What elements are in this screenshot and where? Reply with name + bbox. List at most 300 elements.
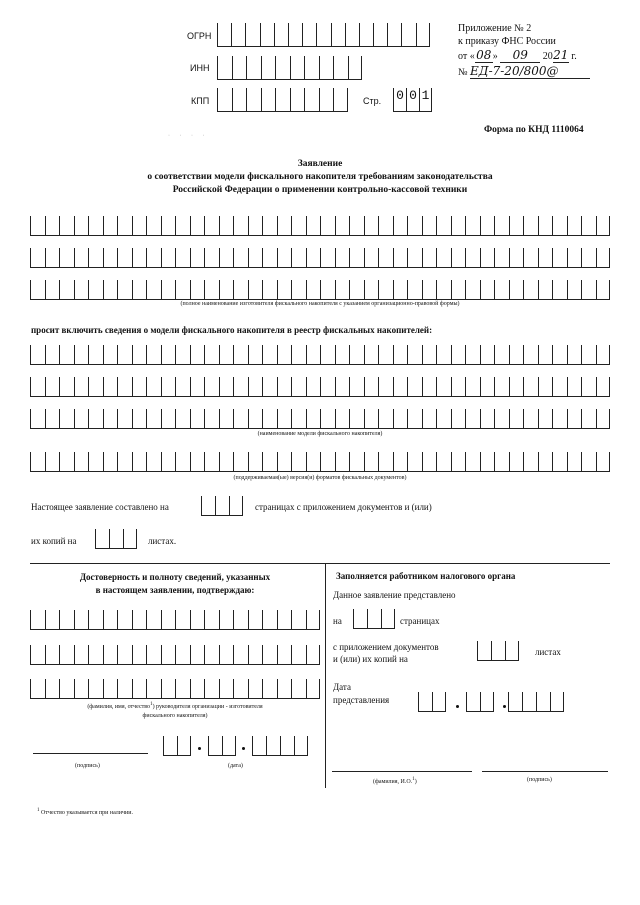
input-cell[interactable] bbox=[59, 248, 74, 267]
input-cell[interactable] bbox=[117, 645, 132, 664]
input-cell[interactable] bbox=[59, 377, 74, 396]
input-cell[interactable] bbox=[567, 409, 582, 428]
input-cell[interactable] bbox=[132, 248, 147, 267]
input-cell[interactable] bbox=[30, 280, 45, 299]
input-cell[interactable] bbox=[45, 610, 60, 629]
input-cell[interactable] bbox=[436, 409, 451, 428]
input-cell[interactable] bbox=[538, 280, 553, 299]
input-cell[interactable] bbox=[552, 377, 567, 396]
input-cell[interactable] bbox=[523, 216, 538, 235]
input-cell[interactable] bbox=[509, 280, 524, 299]
signer-name-row1[interactable] bbox=[30, 610, 320, 630]
input-cell[interactable] bbox=[274, 23, 288, 46]
input-cell[interactable] bbox=[378, 216, 393, 235]
input-cell[interactable] bbox=[581, 216, 596, 235]
input-cell[interactable] bbox=[291, 377, 306, 396]
input-cell[interactable] bbox=[306, 377, 321, 396]
inn-input[interactable] bbox=[217, 56, 362, 80]
input-cell[interactable] bbox=[335, 409, 350, 428]
input-cell[interactable] bbox=[175, 679, 190, 698]
input-cell[interactable] bbox=[103, 377, 118, 396]
input-cell[interactable] bbox=[30, 377, 45, 396]
input-cell[interactable] bbox=[88, 409, 103, 428]
input-cell[interactable] bbox=[248, 248, 263, 267]
input-cell[interactable] bbox=[59, 409, 74, 428]
model-name-row2[interactable] bbox=[30, 377, 610, 397]
input-cell[interactable] bbox=[596, 216, 611, 235]
input-cell[interactable] bbox=[523, 377, 538, 396]
input-cell[interactable] bbox=[204, 345, 219, 364]
input-cell[interactable] bbox=[378, 452, 393, 471]
input-cell[interactable] bbox=[132, 280, 147, 299]
input-cell[interactable] bbox=[233, 248, 248, 267]
input-cell[interactable] bbox=[480, 280, 495, 299]
input-cell[interactable] bbox=[103, 610, 118, 629]
input-cell[interactable] bbox=[306, 248, 321, 267]
input-cell[interactable] bbox=[333, 88, 348, 111]
input-cell[interactable] bbox=[248, 345, 263, 364]
input-cell[interactable] bbox=[538, 248, 553, 267]
input-cell[interactable] bbox=[233, 610, 248, 629]
input-cell[interactable] bbox=[523, 409, 538, 428]
input-cell[interactable] bbox=[465, 452, 480, 471]
input-cell[interactable] bbox=[335, 280, 350, 299]
input-cell[interactable] bbox=[480, 216, 495, 235]
input-cell[interactable] bbox=[245, 23, 259, 46]
input-cell[interactable] bbox=[304, 88, 319, 111]
input-cell[interactable] bbox=[277, 377, 292, 396]
input-cell[interactable] bbox=[335, 345, 350, 364]
input-cell[interactable] bbox=[277, 452, 292, 471]
input-cell[interactable] bbox=[132, 610, 147, 629]
input-cell[interactable] bbox=[291, 280, 306, 299]
input-cell[interactable] bbox=[581, 248, 596, 267]
input-cell[interactable] bbox=[509, 345, 524, 364]
input-cell[interactable] bbox=[349, 377, 364, 396]
input-cell[interactable] bbox=[291, 248, 306, 267]
right-date-year[interactable] bbox=[508, 692, 564, 712]
input-cell[interactable] bbox=[204, 248, 219, 267]
input-cell[interactable] bbox=[45, 409, 60, 428]
input-cell[interactable] bbox=[248, 280, 263, 299]
input-cell[interactable] bbox=[161, 409, 176, 428]
input-cell[interactable] bbox=[117, 345, 132, 364]
input-cell[interactable] bbox=[364, 452, 379, 471]
input-cell[interactable] bbox=[248, 409, 263, 428]
input-cell[interactable] bbox=[88, 377, 103, 396]
input-cell[interactable] bbox=[103, 345, 118, 364]
input-cell[interactable] bbox=[422, 248, 437, 267]
input-cell[interactable] bbox=[552, 248, 567, 267]
input-cell[interactable] bbox=[509, 409, 524, 428]
input-cell[interactable] bbox=[204, 280, 219, 299]
input-cell[interactable] bbox=[422, 345, 437, 364]
input-cell[interactable] bbox=[552, 409, 567, 428]
input-cell[interactable] bbox=[306, 645, 321, 664]
input-cell[interactable] bbox=[261, 56, 276, 79]
input-cell[interactable] bbox=[219, 248, 234, 267]
input-cell[interactable] bbox=[88, 248, 103, 267]
input-cell[interactable] bbox=[378, 377, 393, 396]
input-cell[interactable] bbox=[30, 216, 45, 235]
input-cell[interactable] bbox=[306, 280, 321, 299]
input-cell[interactable] bbox=[465, 280, 480, 299]
input-cell[interactable] bbox=[233, 645, 248, 664]
input-cell[interactable] bbox=[59, 216, 74, 235]
input-cell[interactable] bbox=[581, 377, 596, 396]
input-cell[interactable] bbox=[480, 345, 495, 364]
manufacturer-name-row1[interactable] bbox=[30, 216, 610, 236]
input-cell[interactable] bbox=[422, 216, 437, 235]
input-cell[interactable] bbox=[74, 280, 89, 299]
input-cell[interactable] bbox=[349, 345, 364, 364]
input-cell[interactable] bbox=[219, 679, 234, 698]
input-cell[interactable] bbox=[538, 216, 553, 235]
input-cell[interactable] bbox=[30, 409, 45, 428]
input-cell[interactable] bbox=[567, 216, 582, 235]
input-cell[interactable] bbox=[393, 345, 408, 364]
input-cell[interactable] bbox=[59, 679, 74, 698]
left-date-day[interactable] bbox=[163, 736, 191, 756]
input-cell[interactable] bbox=[422, 377, 437, 396]
right-pages-input[interactable] bbox=[353, 609, 395, 629]
input-cell[interactable] bbox=[378, 345, 393, 364]
input-cell[interactable] bbox=[509, 377, 524, 396]
input-cell[interactable] bbox=[291, 645, 306, 664]
input-cell[interactable] bbox=[306, 452, 321, 471]
input-cell[interactable] bbox=[262, 409, 277, 428]
input-cell[interactable] bbox=[233, 679, 248, 698]
input-cell[interactable] bbox=[349, 409, 364, 428]
input-cell[interactable] bbox=[538, 452, 553, 471]
input-cell[interactable] bbox=[306, 610, 321, 629]
input-cell[interactable] bbox=[117, 409, 132, 428]
input-cell[interactable] bbox=[291, 409, 306, 428]
input-cell[interactable] bbox=[422, 452, 437, 471]
input-cell[interactable] bbox=[567, 248, 582, 267]
input-cell[interactable] bbox=[74, 679, 89, 698]
input-cell[interactable] bbox=[378, 248, 393, 267]
formats-row[interactable] bbox=[30, 452, 610, 472]
input-cell[interactable] bbox=[132, 345, 147, 364]
input-cell[interactable] bbox=[290, 56, 305, 79]
input-cell[interactable] bbox=[291, 610, 306, 629]
input-cell[interactable] bbox=[190, 452, 205, 471]
model-name-row3[interactable] bbox=[30, 409, 610, 429]
input-cell[interactable] bbox=[304, 56, 319, 79]
input-cell[interactable] bbox=[88, 452, 103, 471]
input-cell[interactable] bbox=[451, 216, 466, 235]
input-cell[interactable] bbox=[275, 56, 290, 79]
input-cell[interactable] bbox=[132, 409, 147, 428]
input-cell[interactable] bbox=[190, 216, 205, 235]
input-cell[interactable] bbox=[306, 409, 321, 428]
input-cell[interactable] bbox=[45, 280, 60, 299]
input-cell[interactable] bbox=[335, 216, 350, 235]
input-cell[interactable] bbox=[480, 452, 495, 471]
input-cell[interactable] bbox=[233, 377, 248, 396]
input-cell[interactable] bbox=[232, 56, 247, 79]
input-cell[interactable] bbox=[407, 216, 422, 235]
input-cell[interactable] bbox=[88, 679, 103, 698]
input-cell[interactable] bbox=[465, 216, 480, 235]
input-cell[interactable] bbox=[567, 452, 582, 471]
input-cell[interactable] bbox=[277, 216, 292, 235]
input-cell[interactable] bbox=[132, 216, 147, 235]
input-cell[interactable] bbox=[219, 610, 234, 629]
input-cell[interactable] bbox=[233, 280, 248, 299]
input-cell[interactable] bbox=[146, 610, 161, 629]
input-cell[interactable] bbox=[45, 377, 60, 396]
input-cell[interactable] bbox=[393, 216, 408, 235]
right-date-day[interactable] bbox=[418, 692, 446, 712]
input-cell[interactable] bbox=[393, 248, 408, 267]
input-cell[interactable] bbox=[161, 645, 176, 664]
input-cell[interactable] bbox=[401, 23, 415, 46]
input-cell[interactable] bbox=[30, 645, 45, 664]
input-cell[interactable] bbox=[117, 216, 132, 235]
input-cell[interactable] bbox=[161, 345, 176, 364]
input-cell[interactable] bbox=[30, 679, 45, 698]
input-cell[interactable] bbox=[88, 280, 103, 299]
input-cell[interactable] bbox=[407, 248, 422, 267]
input-cell[interactable] bbox=[581, 345, 596, 364]
input-cell[interactable] bbox=[262, 645, 277, 664]
input-cell[interactable] bbox=[320, 345, 335, 364]
input-cell[interactable] bbox=[291, 679, 306, 698]
input-cell[interactable] bbox=[175, 610, 190, 629]
input-cell[interactable] bbox=[596, 280, 611, 299]
input-cell[interactable] bbox=[45, 452, 60, 471]
input-cell[interactable] bbox=[262, 345, 277, 364]
manufacturer-name-row2[interactable] bbox=[30, 248, 610, 268]
input-cell[interactable] bbox=[233, 345, 248, 364]
input-cell[interactable] bbox=[348, 56, 363, 79]
input-cell[interactable] bbox=[262, 452, 277, 471]
input-cell[interactable] bbox=[436, 280, 451, 299]
input-cell[interactable] bbox=[74, 452, 89, 471]
input-cell[interactable] bbox=[204, 409, 219, 428]
signer-name-row2[interactable] bbox=[30, 645, 320, 665]
input-cell[interactable] bbox=[74, 645, 89, 664]
input-cell[interactable] bbox=[494, 216, 509, 235]
input-cell[interactable] bbox=[538, 377, 553, 396]
input-cell[interactable] bbox=[277, 248, 292, 267]
input-cell[interactable] bbox=[146, 679, 161, 698]
input-cell[interactable] bbox=[204, 452, 219, 471]
input-cell[interactable] bbox=[262, 248, 277, 267]
input-cell[interactable] bbox=[204, 645, 219, 664]
input-cell[interactable] bbox=[480, 409, 495, 428]
right-sheets-input[interactable] bbox=[477, 641, 519, 661]
input-cell[interactable] bbox=[59, 345, 74, 364]
input-cell[interactable] bbox=[103, 409, 118, 428]
input-cell[interactable] bbox=[277, 409, 292, 428]
input-cell[interactable] bbox=[465, 409, 480, 428]
input-cell[interactable] bbox=[45, 679, 60, 698]
input-cell[interactable] bbox=[320, 280, 335, 299]
input-cell[interactable] bbox=[335, 377, 350, 396]
input-cell[interactable] bbox=[233, 216, 248, 235]
input-cell[interactable] bbox=[132, 452, 147, 471]
kpp-input[interactable] bbox=[217, 88, 348, 112]
input-cell[interactable] bbox=[175, 280, 190, 299]
input-cell[interactable] bbox=[161, 610, 176, 629]
input-cell[interactable] bbox=[74, 409, 89, 428]
input-cell[interactable] bbox=[596, 452, 611, 471]
input-cell[interactable] bbox=[232, 88, 247, 111]
input-cell[interactable] bbox=[190, 409, 205, 428]
input-cell[interactable] bbox=[248, 610, 263, 629]
input-cell[interactable] bbox=[349, 280, 364, 299]
input-cell[interactable] bbox=[319, 88, 334, 111]
input-cell[interactable] bbox=[422, 280, 437, 299]
input-cell[interactable] bbox=[320, 409, 335, 428]
input-cell[interactable] bbox=[233, 409, 248, 428]
input-cell[interactable] bbox=[277, 645, 292, 664]
input-cell[interactable] bbox=[335, 452, 350, 471]
input-cell[interactable] bbox=[333, 56, 348, 79]
input-cell[interactable] bbox=[262, 216, 277, 235]
input-cell[interactable] bbox=[480, 377, 495, 396]
input-cell[interactable] bbox=[217, 23, 231, 46]
input-cell[interactable] bbox=[204, 610, 219, 629]
input-cell[interactable] bbox=[494, 248, 509, 267]
input-cell[interactable] bbox=[291, 452, 306, 471]
input-cell[interactable] bbox=[117, 377, 132, 396]
input-cell[interactable] bbox=[319, 56, 334, 79]
input-cell[interactable] bbox=[581, 409, 596, 428]
input-cell[interactable] bbox=[262, 679, 277, 698]
input-cell[interactable] bbox=[146, 216, 161, 235]
ogrn-input[interactable] bbox=[217, 23, 430, 47]
model-name-row1[interactable] bbox=[30, 345, 610, 365]
input-cell[interactable] bbox=[494, 377, 509, 396]
input-cell[interactable] bbox=[45, 248, 60, 267]
input-cell[interactable] bbox=[248, 216, 263, 235]
input-cell[interactable] bbox=[451, 452, 466, 471]
manufacturer-name-row3[interactable] bbox=[30, 280, 610, 300]
input-cell[interactable] bbox=[30, 248, 45, 267]
input-cell[interactable] bbox=[465, 377, 480, 396]
input-cell[interactable] bbox=[103, 645, 118, 664]
input-cell[interactable] bbox=[146, 280, 161, 299]
input-cell[interactable] bbox=[59, 452, 74, 471]
input-cell[interactable] bbox=[451, 248, 466, 267]
input-cell[interactable] bbox=[275, 88, 290, 111]
input-cell[interactable] bbox=[277, 280, 292, 299]
input-cell[interactable] bbox=[345, 23, 359, 46]
input-cell[interactable] bbox=[175, 452, 190, 471]
input-cell[interactable] bbox=[161, 248, 176, 267]
input-cell[interactable] bbox=[451, 409, 466, 428]
input-cell[interactable] bbox=[30, 610, 45, 629]
input-cell[interactable] bbox=[552, 452, 567, 471]
input-cell[interactable] bbox=[416, 23, 430, 46]
input-cell[interactable] bbox=[393, 377, 408, 396]
input-cell[interactable] bbox=[59, 645, 74, 664]
input-cell[interactable] bbox=[146, 248, 161, 267]
input-cell[interactable] bbox=[204, 679, 219, 698]
input-cell[interactable] bbox=[494, 452, 509, 471]
input-cell[interactable] bbox=[132, 645, 147, 664]
input-cell[interactable] bbox=[567, 280, 582, 299]
input-cell[interactable] bbox=[538, 345, 553, 364]
input-cell[interactable] bbox=[291, 345, 306, 364]
input-cell[interactable] bbox=[161, 377, 176, 396]
input-cell[interactable] bbox=[436, 452, 451, 471]
input-cell[interactable] bbox=[190, 280, 205, 299]
input-cell[interactable] bbox=[175, 216, 190, 235]
input-cell[interactable] bbox=[451, 377, 466, 396]
input-cell[interactable] bbox=[74, 248, 89, 267]
input-cell[interactable] bbox=[146, 345, 161, 364]
input-cell[interactable] bbox=[552, 345, 567, 364]
input-cell[interactable] bbox=[306, 679, 321, 698]
input-cell[interactable] bbox=[146, 452, 161, 471]
input-cell[interactable] bbox=[262, 610, 277, 629]
input-cell[interactable] bbox=[364, 409, 379, 428]
input-cell[interactable] bbox=[217, 88, 232, 111]
left-date-year[interactable] bbox=[252, 736, 308, 756]
input-cell[interactable] bbox=[248, 645, 263, 664]
input-cell[interactable] bbox=[246, 56, 261, 79]
input-cell[interactable] bbox=[262, 280, 277, 299]
pages-count-input[interactable] bbox=[201, 496, 243, 516]
input-cell[interactable] bbox=[132, 679, 147, 698]
input-cell[interactable] bbox=[103, 216, 118, 235]
input-cell[interactable] bbox=[103, 452, 118, 471]
input-cell[interactable] bbox=[161, 452, 176, 471]
sheets-count-input[interactable] bbox=[95, 529, 137, 549]
input-cell[interactable] bbox=[277, 345, 292, 364]
input-cell[interactable] bbox=[117, 280, 132, 299]
left-date-month[interactable] bbox=[208, 736, 236, 756]
input-cell[interactable] bbox=[407, 377, 422, 396]
input-cell[interactable] bbox=[59, 280, 74, 299]
input-cell[interactable] bbox=[436, 377, 451, 396]
input-cell[interactable] bbox=[480, 248, 495, 267]
input-cell[interactable] bbox=[465, 248, 480, 267]
input-cell[interactable] bbox=[364, 216, 379, 235]
input-cell[interactable] bbox=[246, 88, 261, 111]
input-cell[interactable] bbox=[349, 216, 364, 235]
input-cell[interactable] bbox=[567, 345, 582, 364]
input-cell[interactable] bbox=[393, 452, 408, 471]
input-cell[interactable] bbox=[596, 377, 611, 396]
input-cell[interactable] bbox=[436, 345, 451, 364]
input-cell[interactable] bbox=[262, 377, 277, 396]
input-cell[interactable] bbox=[451, 280, 466, 299]
input-cell[interactable] bbox=[88, 610, 103, 629]
input-cell[interactable] bbox=[59, 610, 74, 629]
input-cell[interactable] bbox=[175, 409, 190, 428]
input-cell[interactable] bbox=[161, 216, 176, 235]
input-cell[interactable] bbox=[364, 248, 379, 267]
input-cell[interactable] bbox=[302, 23, 316, 46]
input-cell[interactable] bbox=[523, 452, 538, 471]
input-cell[interactable] bbox=[581, 280, 596, 299]
input-cell[interactable] bbox=[523, 248, 538, 267]
input-cell[interactable] bbox=[175, 645, 190, 664]
input-cell[interactable] bbox=[320, 248, 335, 267]
input-cell[interactable] bbox=[219, 452, 234, 471]
input-cell[interactable] bbox=[552, 280, 567, 299]
input-cell[interactable] bbox=[523, 345, 538, 364]
signer-name-row3[interactable] bbox=[30, 679, 320, 699]
input-cell[interactable] bbox=[494, 345, 509, 364]
input-cell[interactable] bbox=[117, 679, 132, 698]
